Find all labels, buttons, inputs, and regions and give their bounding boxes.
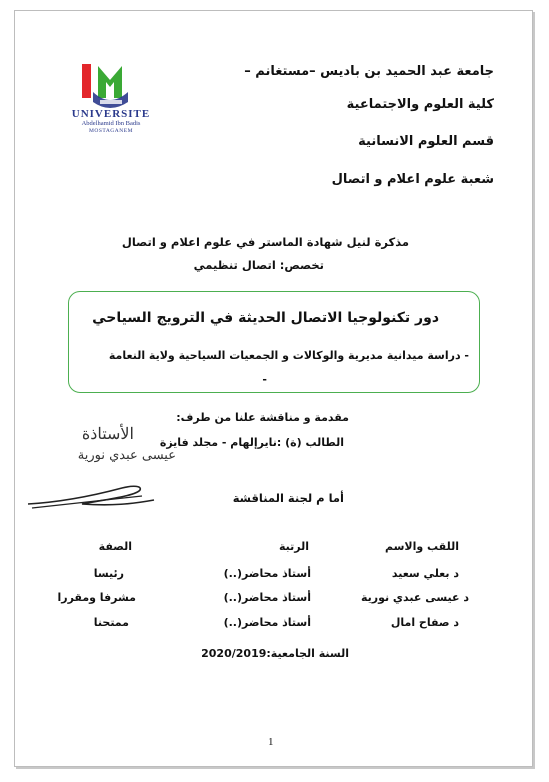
title-box [68, 291, 480, 393]
committee-row-3-rank: أستاذ محاضر(..) [223, 616, 311, 629]
committee-row-2-role: مشرفا ومقررا [57, 591, 136, 604]
signature-stroke-icon [22, 474, 162, 514]
academic-year: السنة الجامعية:2020/2019 [201, 647, 349, 660]
department-name: قسم العلوم الانسانية [358, 134, 494, 149]
committee-row-1-name: د بعلي سعيد [391, 567, 459, 580]
presented-by: مقدمة و مناقشة علنا من طرف: [176, 411, 349, 424]
committee-row-1-role: رئيسا [93, 567, 124, 580]
faculty-name: كلية العلوم والاجتماعية [346, 97, 494, 112]
signature-line1: الأستاذة [81, 424, 134, 443]
logo-name-label: Abdelhamid Ibn Badis [81, 120, 141, 127]
column-header-rank: الرتبة [278, 540, 309, 553]
committee-heading: أما م لجنة المناقشة [232, 491, 344, 505]
logo-city-label: MOSTAGANEM [89, 128, 133, 134]
page-number: 1 [268, 736, 274, 748]
logo-university-label: UNIVERSITE [71, 108, 151, 120]
committee-row-1-rank: أستاذ محاضر(..) [223, 567, 311, 580]
students-line: الطالب (ة) :نايرإلهام - مجلد فايزة [159, 436, 344, 449]
column-header-name: اللقب والاسم [384, 540, 459, 553]
handwritten-signature [12, 418, 182, 518]
thesis-title: دور تكنولوجيا الاتصال الحديثة في الترويج السياحي [92, 310, 439, 326]
branch-name: شعبة علوم اعلام و اتصال [331, 172, 494, 187]
committee-row-3-name: د صفاح امال [390, 616, 459, 629]
signature-line2: عيسى عبدي نورية [77, 448, 176, 463]
committee-row-2-rank: أستاذ محاضر(..) [223, 591, 311, 604]
committee-row-2-name: د عيسى عبدي نورية [360, 591, 469, 604]
thesis-subtitle-dash: - [262, 373, 267, 386]
thesis-subtitle: - دراسة ميدانية مديرية والوكالات و الجمعيات السياحية ولاية النعامة [108, 349, 469, 362]
column-header-role: الصفة [98, 540, 132, 553]
memo-line: مذكرة لنيل شهادة الماستر في علوم اعلام و اتصال [121, 235, 409, 249]
specialty-line: تخصص: اتصال تنظيمي [193, 258, 324, 272]
university-name: جامعة عبد الحميد بن باديس –مستغانم – [244, 64, 494, 79]
logo-caption [55, 108, 167, 134]
committee-row-3-role: ممتحنا [93, 616, 129, 629]
